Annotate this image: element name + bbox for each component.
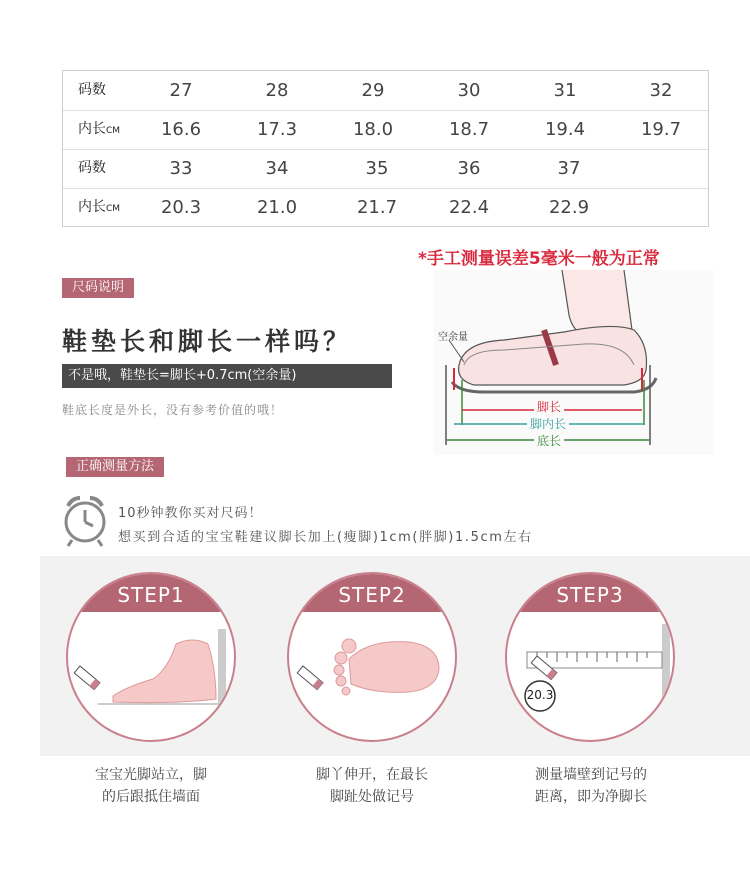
measurement-error-note: *手工测量误差5毫米一般为正常 xyxy=(418,249,660,269)
length-cell: 21.0 xyxy=(256,197,298,218)
length-label xyxy=(78,188,120,229)
step2-text-line1: 脚丫伸开，在最长 xyxy=(316,767,428,783)
measured-value: 20.3 xyxy=(526,688,554,702)
step3-text-line2: 距离，即为净脚长 xyxy=(535,789,647,805)
step2-card xyxy=(287,572,457,742)
tip-line-1: 10秒钟教你买对尺码！ xyxy=(118,506,263,521)
length-cell: 19.4 xyxy=(544,119,586,140)
size-cell: 35 xyxy=(365,158,389,179)
unit-label: CM xyxy=(106,126,121,136)
spare-space-label: 空余量 xyxy=(438,332,468,343)
length-label xyxy=(78,110,120,151)
size-cell: 34 xyxy=(265,158,289,179)
step1-card xyxy=(66,572,236,742)
size-label: 码数 xyxy=(78,160,106,176)
sole-length-label: 底长 xyxy=(534,432,564,449)
step3-title: STEP3 xyxy=(507,574,673,612)
step2-description xyxy=(277,764,467,808)
size-cell: 36 xyxy=(457,158,481,179)
length-cell: 22.9 xyxy=(548,197,590,218)
size-label: 码数 xyxy=(78,82,106,98)
size-row xyxy=(63,149,708,189)
length-cell: 22.4 xyxy=(448,197,490,218)
length-cell: 21.7 xyxy=(356,197,398,218)
length-cell: 20.3 xyxy=(160,197,202,218)
length-cell: 18.0 xyxy=(352,119,394,140)
size-cell: 28 xyxy=(265,80,289,101)
shoe-diagram xyxy=(434,270,714,455)
ruler-illustration xyxy=(507,574,675,742)
length-row xyxy=(63,110,708,150)
step3-card xyxy=(505,572,675,742)
length-cell: 19.7 xyxy=(640,119,682,140)
length-row xyxy=(63,188,708,227)
step1-text-line2: 的后跟抵住墙面 xyxy=(102,789,200,805)
length-cell: 18.7 xyxy=(448,119,490,140)
size-cell: 32 xyxy=(649,80,673,101)
step3-text-line1: 测量墙壁到记号的 xyxy=(535,767,647,783)
inner-length-label: 脚内长 xyxy=(527,415,569,432)
insole-question-title: 鞋垫长和脚长一样吗？ xyxy=(62,327,353,356)
alarm-clock-icon xyxy=(62,492,108,548)
step3-description xyxy=(496,764,686,808)
size-row xyxy=(63,71,708,111)
foot-top-illustration xyxy=(289,574,457,742)
size-cell: 29 xyxy=(361,80,385,101)
tip-line-2: 想买到合适的宝宝鞋建议脚长加上(瘦脚)1cm(胖脚)1.5cm左右 xyxy=(118,530,533,545)
size-cell: 33 xyxy=(169,158,193,179)
length-cell: 16.6 xyxy=(160,119,202,140)
shoe-illustration xyxy=(434,270,714,455)
size-cell: 27 xyxy=(169,80,193,101)
step1-text-line1: 宝宝光脚站立，脚 xyxy=(95,767,207,783)
step1-title: STEP1 xyxy=(68,574,234,612)
unit-label: CM xyxy=(106,204,121,214)
size-cell: 31 xyxy=(553,80,577,101)
step2-title: STEP2 xyxy=(289,574,455,612)
length-cell: 17.3 xyxy=(256,119,298,140)
size-guide-tag: 尺码说明 xyxy=(62,278,134,298)
size-cell: 37 xyxy=(557,158,581,179)
foot-side-illustration xyxy=(68,574,236,742)
step1-description xyxy=(56,764,246,808)
size-table xyxy=(62,70,709,227)
length-label-text: 内长 xyxy=(78,121,106,137)
foot-length-label: 脚长 xyxy=(534,398,564,415)
sole-length-hint: 鞋底长度是外长，没有参考价值的哦！ xyxy=(62,403,284,417)
insole-answer-bar: 不是哦，鞋垫长=脚长+0.7cm(空余量) xyxy=(62,364,392,388)
step2-text-line2: 脚趾处做记号 xyxy=(330,789,414,805)
size-cell: 30 xyxy=(457,80,481,101)
length-label-text: 内长 xyxy=(78,199,106,215)
measure-method-tag: 正确测量方法 xyxy=(66,457,164,477)
